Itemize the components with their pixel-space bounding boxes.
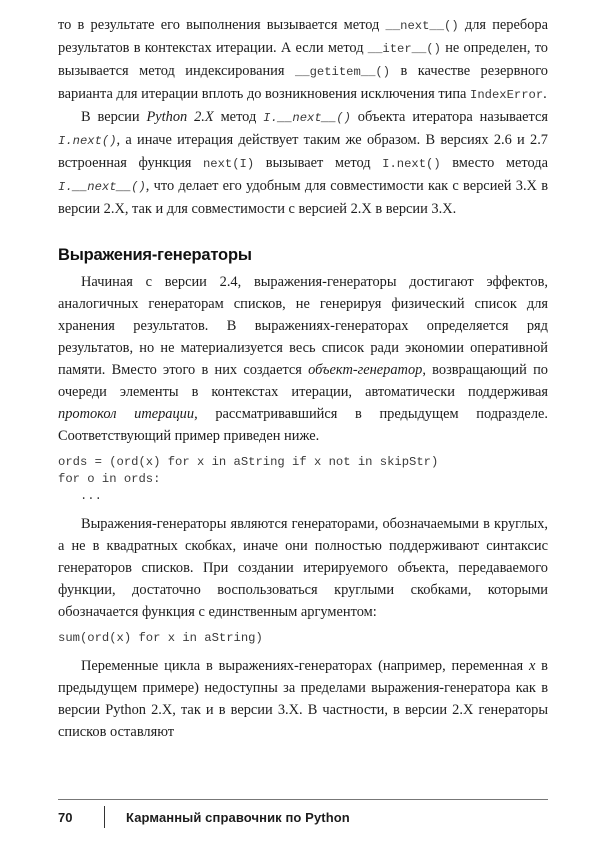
code-getitem-method: __getitem__()	[294, 65, 391, 79]
paragraph-generator-intro: Начиная с версии 2.4, выражения-генераторы достигают эффектов, аналогичных генераторам списков, не генерируя физический список для хранения результатов. В выражениях-генераторах определяется ряд результатов, но не материализуется весь список ради экономии оперативной памяти. Вместо этого в них создается объект-генератор, возвращающий по очереди элементы в контекстах итерации, автоматически поддерживая протокол итерации, рассматривавшийся в предыдущем подразделе. Соответствующий пример приведен ниже.	[58, 274, 548, 444]
code-next-method: __next__()	[385, 19, 459, 33]
code-block-sum: sum(ord(x) for x in aString)	[58, 631, 263, 645]
page-body	[58, 14, 548, 743]
code-iter-method: __iter__()	[367, 42, 441, 56]
footer-rule	[58, 799, 548, 800]
code-indexerror: IndexError	[470, 88, 544, 102]
paragraph-generator-syntax: Выражения-генераторы являются генераторами, обозначаемыми в круглых, а не в квадратных скобках, иначе они полностью поддерживают синтаксис генераторов списков. При создании итерируемого объекта, передаваемого функции, достаточно воспользоваться круглыми скобками, которыми обозначается функция с единственным аргументом:	[58, 516, 548, 620]
code-block-ords: ords = (ord(x) for x in aString if x not in skipStr) for o in ords: ...	[58, 455, 439, 503]
page-number: 70	[58, 810, 73, 825]
footer-separator	[104, 806, 105, 828]
paragraph-loop-variables: Переменные цикла в выражениях-генераторах (например, переменная x в предыдущем примере) недоступны за пределами выражения-генератора как в версии Python 2.X, так и в версии 3.X. В частности, в версии 2.X генераторы списков оставляют	[58, 658, 548, 740]
running-title: Карманный справочник по Python	[126, 810, 350, 825]
paragraph-python2-note: В версии Python 2.X метод I.__next__() объекта итератора называется I.next(), а иначе итерация действует таким же образом. В версиях 2.6 и 2.7 встроенная функция next(I) вызывает метод I.next() вместо метода I.__next__(), что делает его удобным для совместимости как с версией 3.X в версии 2.X, так и для совместимости с версией 2.X в версии 3.X.	[58, 109, 548, 217]
paragraph-iteration-methods: то в результате его выполнения вызывается метод __next__() для перебора результатов в контекстах итерации. А если метод __iter__() не определен, то вызывается метод индексирования __getitem__() в качестве резервного варианта для итерации вплоть до возникновения исключения типа IndexError.	[58, 17, 548, 102]
section-heading: Выражения-генераторы	[58, 246, 252, 264]
